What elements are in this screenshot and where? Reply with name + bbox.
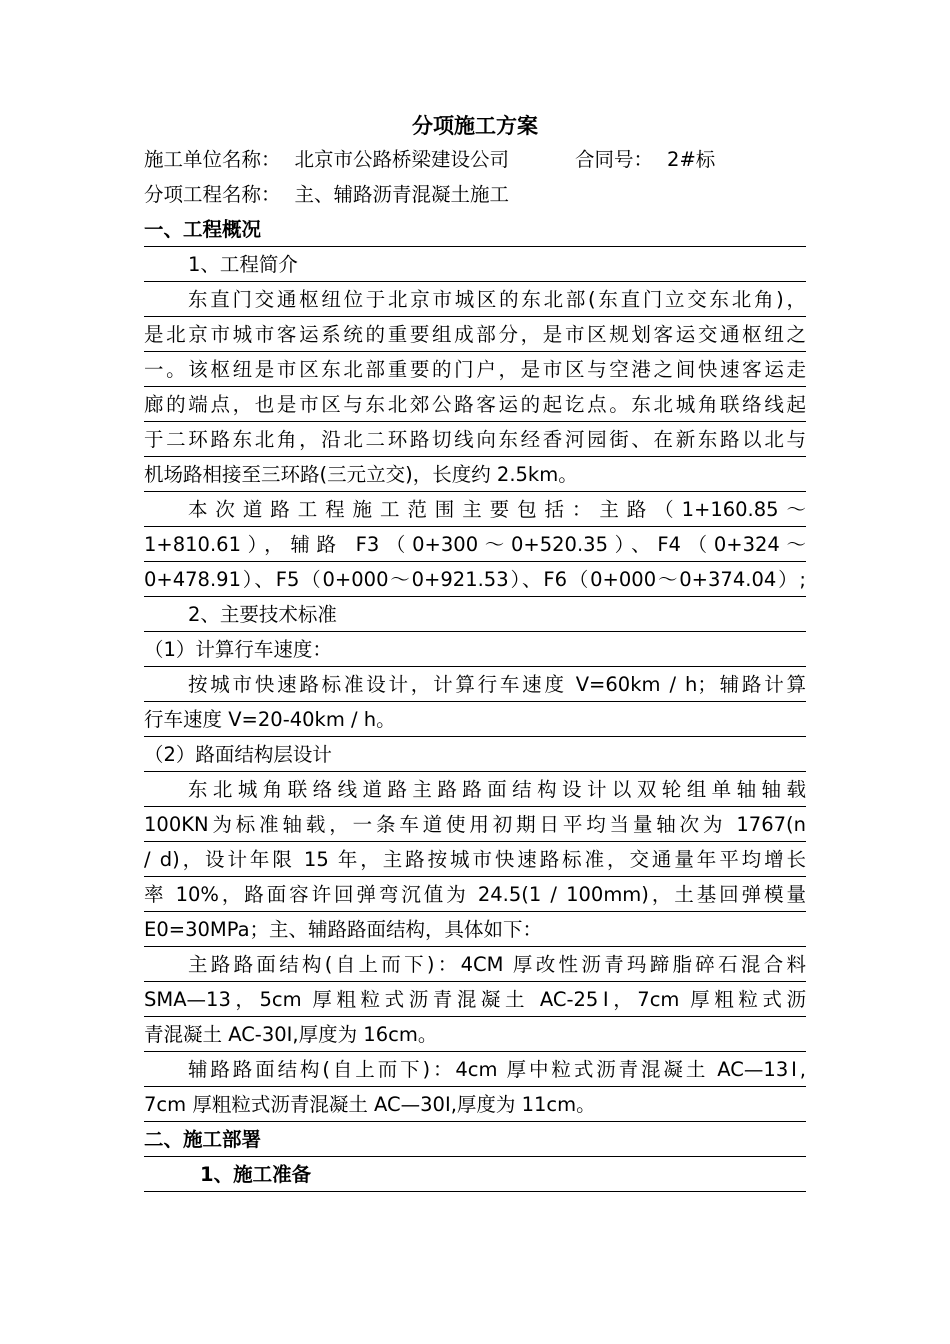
unit-label: 施工单位名称： bbox=[144, 148, 281, 171]
paragraph-line: 于二环路东北角，沿北二环路切线向东经香河园街、在新东路以北与 bbox=[144, 422, 806, 457]
paragraph-line: 7cm 厚粗粒式沥青混凝土 AC—30Ⅰ,厚度为 11cm。 bbox=[144, 1087, 806, 1122]
paragraph-line: / d)，设计年限 15 年，主路按城市快速路标准，交通量年平均增长 bbox=[144, 842, 806, 877]
paragraph-line: 东北城角联络线道路主路路面结构设计以双轮组单轴轴载 bbox=[144, 772, 806, 807]
subsection-heading: 1、工程简介 bbox=[144, 247, 806, 282]
contract-label: 合同号： bbox=[575, 148, 654, 171]
paragraph-line: 廊的端点，也是市区与东北郊公路客运的起讫点。东北城角联络线起 bbox=[144, 387, 806, 422]
subsection-heading: （1）计算行车速度： bbox=[144, 632, 806, 667]
subsection-heading: 2、主要技术标准 bbox=[144, 597, 806, 632]
section-heading: 一、工程概况 bbox=[144, 212, 806, 247]
paragraph-line: SMA—13，5cm 厚粗粒式沥青混凝土 AC-25Ⅰ，7cm 厚粗粒式沥 bbox=[144, 982, 806, 1017]
paragraph-line: 一。该枢纽是市区东北部重要的门户，是市区与空港之间快速客运走 bbox=[144, 352, 806, 387]
item-value: 主、辅路沥青混凝土施工 bbox=[294, 183, 510, 206]
paragraph-line: 东直门交通枢纽位于北京市城区的东北部(东直门立交东北角)， bbox=[144, 282, 806, 317]
item-label: 分项工程名称： bbox=[144, 183, 281, 206]
paragraph-line: 本次道路工程施工范围主要包括：主路（1+160.85～ bbox=[144, 492, 806, 527]
paragraph-line: 0+478.91）、F5（0+000～0+921.53）、F6（0+000～0+374.04）; bbox=[144, 562, 806, 597]
subsection-heading: （2）路面结构层设计 bbox=[144, 737, 806, 772]
paragraph-line: E0=30MPa；主、辅路路面结构，具体如下： bbox=[144, 912, 806, 947]
paragraph-line: 机场路相接至三环路(三元立交)，长度约 2.5km。 bbox=[144, 457, 806, 492]
header-unit-row bbox=[144, 142, 806, 177]
paragraph-line: 按城市快速路标准设计，计算行车速度 V=60km / h；辅路计算 bbox=[144, 667, 806, 702]
paragraph-line: 行车速度 V=20-40km / h。 bbox=[144, 702, 806, 737]
paragraph-line: 青混凝土 AC-30Ⅰ,厚度为 16cm。 bbox=[144, 1017, 806, 1052]
unit-value: 北京市公路桥梁建设公司 bbox=[294, 148, 510, 171]
contract-value: 2#标 bbox=[667, 148, 716, 171]
paragraph-line: 辅路路面结构(自上而下)：4cm 厚中粒式沥青混凝土 AC—13Ⅰ, bbox=[144, 1052, 806, 1087]
paragraph-line: 率 10%，路面容许回弹弯沉值为 24.5(1 / 100mm)，土基回弹模量 bbox=[144, 877, 806, 912]
document-body bbox=[144, 142, 806, 1192]
paragraph-line: 是北京市城市客运系统的重要组成部分，是市区规划客运交通枢纽之 bbox=[144, 317, 806, 352]
paragraph-line: 1+810.61），辅路 F3（0+300～0+520.35）、F4（0+324～ bbox=[144, 527, 806, 562]
paragraph-line: 主路路面结构(自上而下)：4CM 厚改性沥青玛蹄脂碎石混合料 bbox=[144, 947, 806, 982]
document-title: 分项施工方案 bbox=[412, 114, 538, 138]
section-heading: 二、施工部署 bbox=[144, 1122, 806, 1157]
subsection-heading: 1、施工准备 bbox=[144, 1157, 806, 1192]
header-item-row bbox=[144, 177, 806, 212]
paragraph-line: 100KN为标准轴载，一条车道使用初期日平均当量轴次为 1767(n bbox=[144, 807, 806, 842]
